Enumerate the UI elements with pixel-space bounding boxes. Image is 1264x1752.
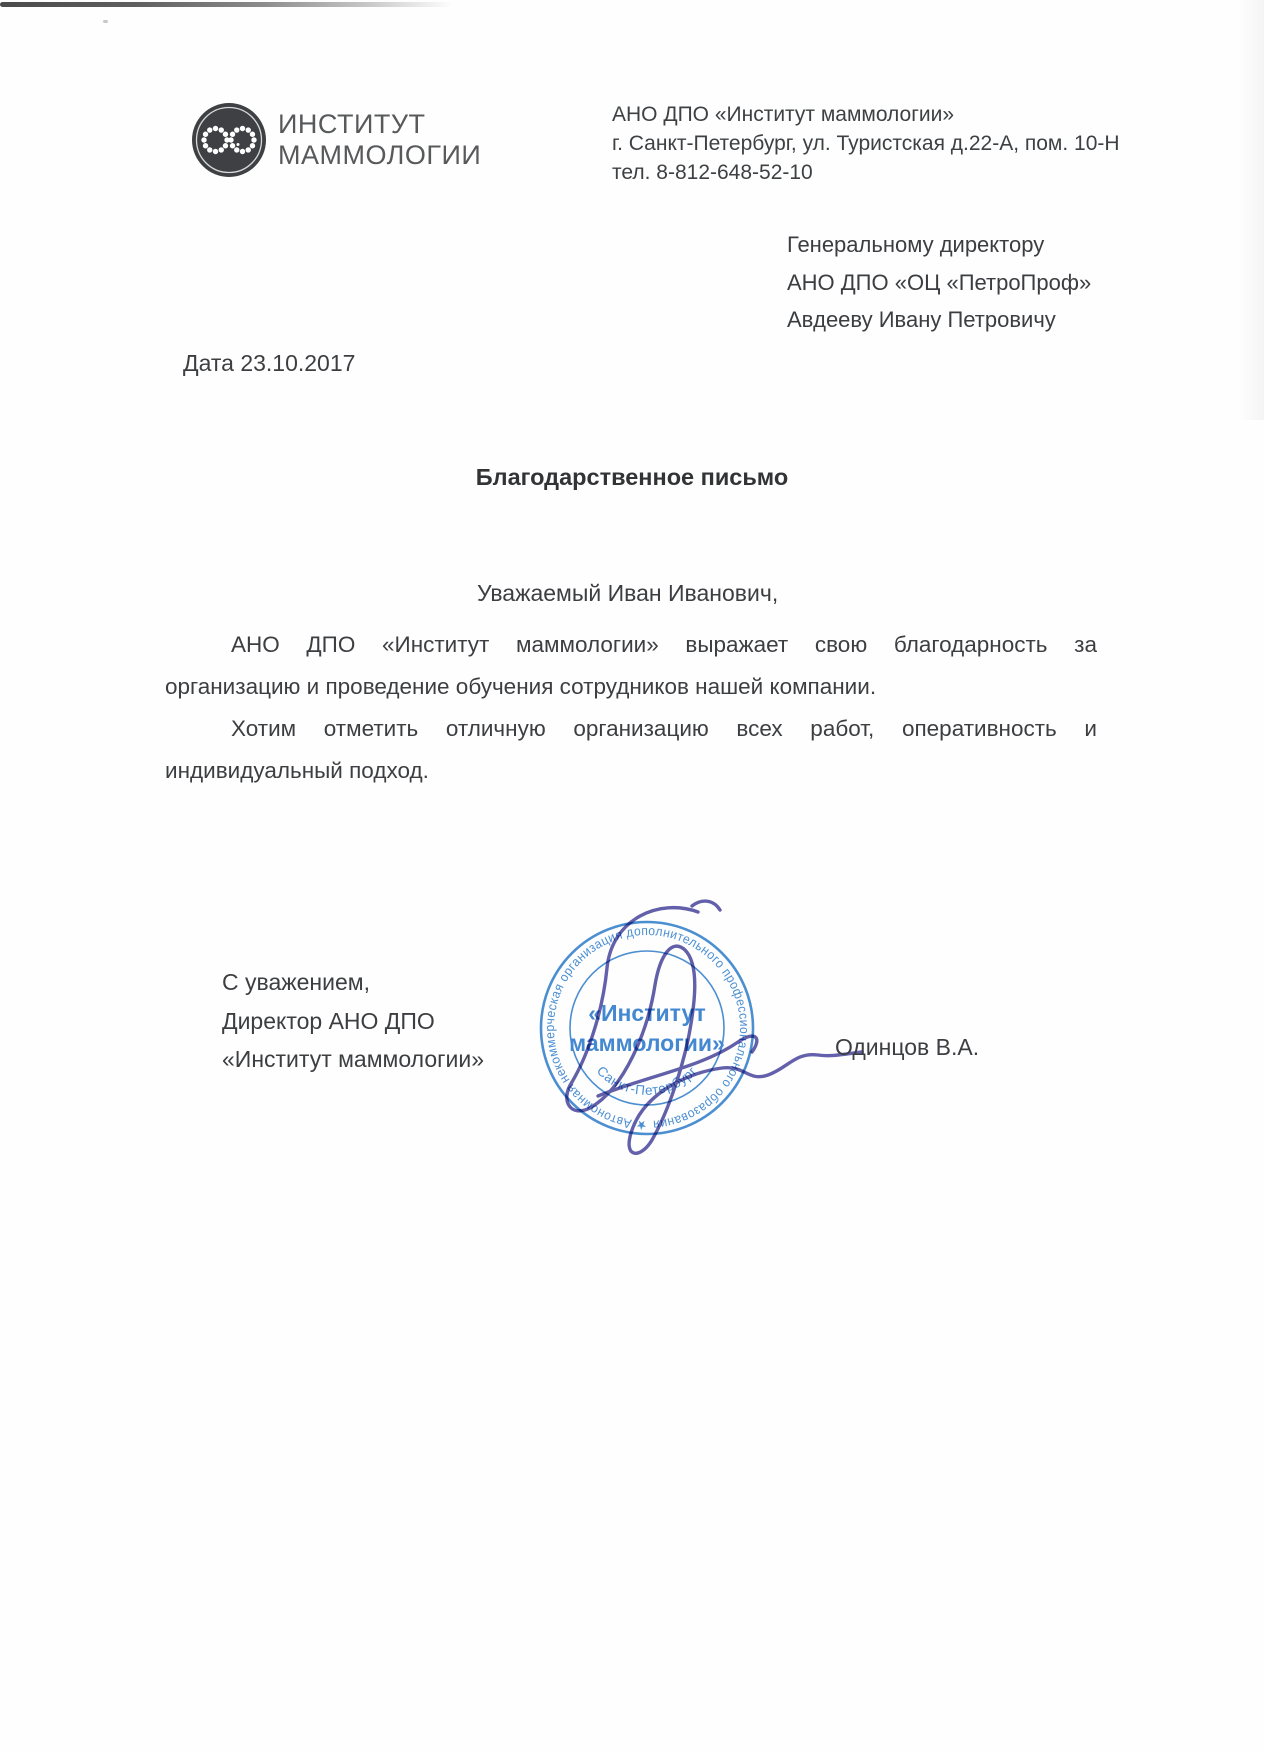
signature-stroke-main: [567, 908, 862, 1154]
signature-stroke-hook: [692, 901, 720, 910]
recipient-position: Генеральному директору: [787, 232, 1045, 257]
header-phone: тел. 8-812-648-52-10: [612, 161, 813, 184]
header-contact-block: [612, 100, 1120, 187]
date-line: Дата 23.10.2017: [183, 350, 356, 376]
scan-artifact-streak: [0, 2, 452, 7]
letter-title: Благодарственное письмо: [475, 464, 789, 490]
handwritten-signature: [520, 880, 900, 1185]
logo-wordmark: [278, 109, 481, 171]
scan-speck: [103, 20, 108, 23]
body-paragraph2-line1: Хотим отметить отличную организацию всех работ, оперативность и: [231, 716, 1097, 741]
logo-wordmark-line1: ИНСТИТУТ: [278, 109, 426, 139]
stamp-city-text: Санкт-Петербург: [593, 1063, 701, 1098]
body-paragraph1-line1: АНО ДПО «Институт маммологии» выражает свою благодарность за: [231, 632, 1097, 657]
recipient-name: Авдееву Ивану Петровичу: [787, 307, 1056, 332]
header-address: г. Санкт-Петербург, ул. Туристская д.22-А, пом. 10-Н: [612, 132, 1120, 155]
body-paragraph1-line2: организацию и проведение обучения сотрудников нашей компании.: [165, 674, 877, 699]
header-org-name: АНО ДПО «Институт маммологии»: [612, 103, 955, 126]
signature-stroke-cross: [598, 1036, 757, 1096]
letter-body: [165, 624, 1097, 792]
stamp-center-line2: маммологии»: [569, 1030, 725, 1056]
closing-line3: «Институт маммологии»: [222, 1046, 484, 1072]
salutation: Уважаемый Иван Иванович,: [477, 580, 779, 606]
closing-line1: С уважением,: [222, 969, 370, 995]
recipient-block: [787, 226, 1091, 339]
stamp-center-line1: «Институт: [588, 1000, 706, 1026]
infinity-logo-icon: [189, 100, 269, 180]
closing-block: [222, 963, 484, 1079]
signer-name: Одинцов В.А.: [835, 1034, 980, 1060]
closing-line2: Директор АНО ДПО: [222, 1007, 435, 1034]
body-paragraph2-line2: индивидуальный подход.: [165, 758, 429, 783]
scan-edge-shade: [1238, 0, 1264, 420]
stamp-ring-text: ★ Автономная некоммерческая организация дополнительного профессионального образования: [541, 922, 753, 1134]
recipient-organization: АНО ДПО «ОЦ «ПетроПроф»: [787, 269, 1092, 295]
logo-wordmark-line2: МАММОЛОГИИ: [278, 140, 482, 170]
